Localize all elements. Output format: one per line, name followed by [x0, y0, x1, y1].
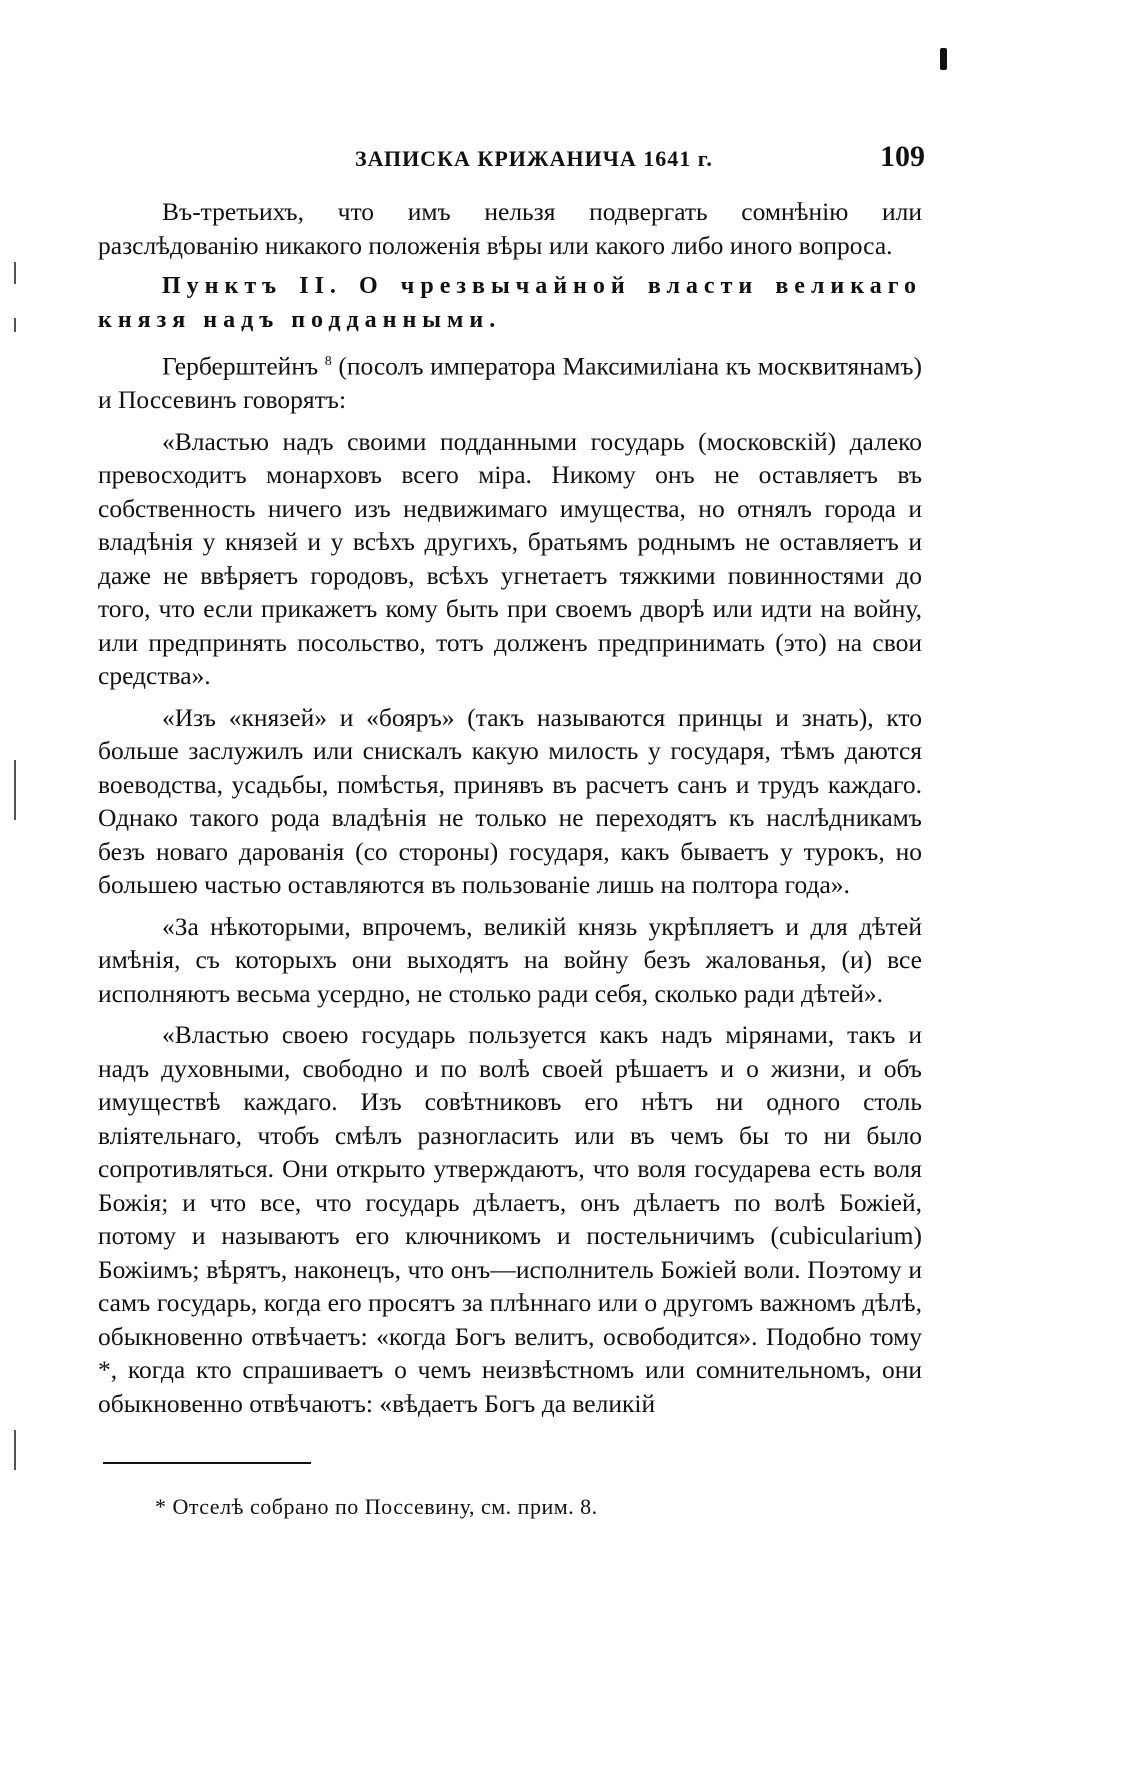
margin-mark — [14, 1430, 16, 1470]
paragraph-text: (посолъ императора Максимиліана къ москвитянамъ) и Поссевинъ говорятъ: — [98, 351, 923, 414]
quote-paragraph — [98, 1018, 922, 1420]
author-name: Герберштейнъ — [162, 351, 319, 381]
quote-paragraph: «Властью надъ своими подданными государь (московскій) далеко превосходитъ монарховъ всего міра. Никому онъ не оставляетъ въ собственность ничего изъ недвижимаго имущества, но отнялъ города и владѣнія у князей и у всѣхъ другихъ, братьямъ роднымъ не оставляетъ и даже не ввѣряетъ городовъ, всѣхъ угнетаетъ тяжкими повинностями до того, что если прикажетъ кому быть при своемъ дворѣ или идти на войну, или предпринять посольство, тотъ долженъ предпринимать (это) на свои средства». — [98, 426, 922, 690]
quote-paragraph: «За нѣкоторыми, впрочемъ, великій князь укрѣпляетъ и для дѣтей имѣнія, съ которыхъ они выходятъ на войну безъ жалованья, (и) все исполняютъ весьма усердно, не столько ради себя, сколько ради дѣтей». — [98, 911, 922, 1008]
footnote: * Отселѣ собрано по Поссевину, см. прим. 8. — [155, 1494, 598, 1519]
page-body — [98, 195, 922, 1428]
margin-mark — [14, 262, 16, 284]
paragraph-text: , когда кто спрашиваетъ о чемъ неизвѣстномъ или сомнительномъ, они обыкновенно отвѣчаютъ: «вѣдаетъ Богъ да великій — [98, 1355, 922, 1418]
scan-mark — [940, 48, 947, 70]
quote-paragraph: «Изъ «князей» и «бояръ» (такъ называются принцы и знать), кто больше заслужилъ или снискалъ какую милость у государя, тѣмъ даются воеводства, усадьбы, помѣстья, принявъ въ расчетъ санъ и трудъ каждаго. Однако такого рода владѣнія не только не переходятъ къ наслѣдникамъ безъ новаго дарованія (со стороны) государя, какъ бываетъ у турокъ, но большею частью оставляются въ пользованіе лишь на полтора года». — [98, 702, 922, 899]
section-heading: Пунктъ II. О чрезвычайной власти великаго князя надъ подданными. — [98, 273, 922, 333]
footnote-divider — [103, 1462, 311, 1464]
footnote-marker: * — [98, 1355, 111, 1384]
margin-mark — [14, 318, 16, 332]
page-number: 109 — [880, 140, 925, 173]
paragraph-text: «Властью своею государь пользуется какъ надъ мірянами, такъ и надъ духовными, свободно и по волѣ своей рѣшаетъ и о жизни, и объ имуществѣ каждаго. Изъ совѣтниковъ его нѣтъ ни одного столь вліятельнаго, чтобъ смѣлъ разногласить или въ чемъ бы то ни было сопротивляться. Они открыто утверждаютъ, что воля государева есть воля Божія; и что все, что государь дѣлаетъ, онъ дѣлаетъ по волѣ Божіей, потому и называютъ его ключникомъ и постельничимъ (cubicularium) Божіимъ; вѣрятъ, наконецъ, что онъ—исполнитель Божіей воли. Поэтому и самъ государь, когда его просятъ за плѣннаго или о другомъ важномъ дѣлѣ, обыкновенно отвѣчаетъ: «когда Богъ велитъ, освободится». Подобно тому — [98, 1020, 922, 1351]
margin-mark — [14, 760, 16, 820]
page-header — [355, 140, 925, 180]
footnote-ref: 8 — [324, 354, 332, 369]
paragraph-third-point: Въ-третьихъ, что имъ нельзя подвергать сомнѣнію или разслѣдованію никакого положенія вѣры или какого либо иного вопроса. — [98, 197, 922, 260]
running-title: ЗАПИСКА КРИЖАНИЧА 1641 г. — [355, 146, 713, 171]
paragraph-herberstein — [98, 345, 922, 417]
